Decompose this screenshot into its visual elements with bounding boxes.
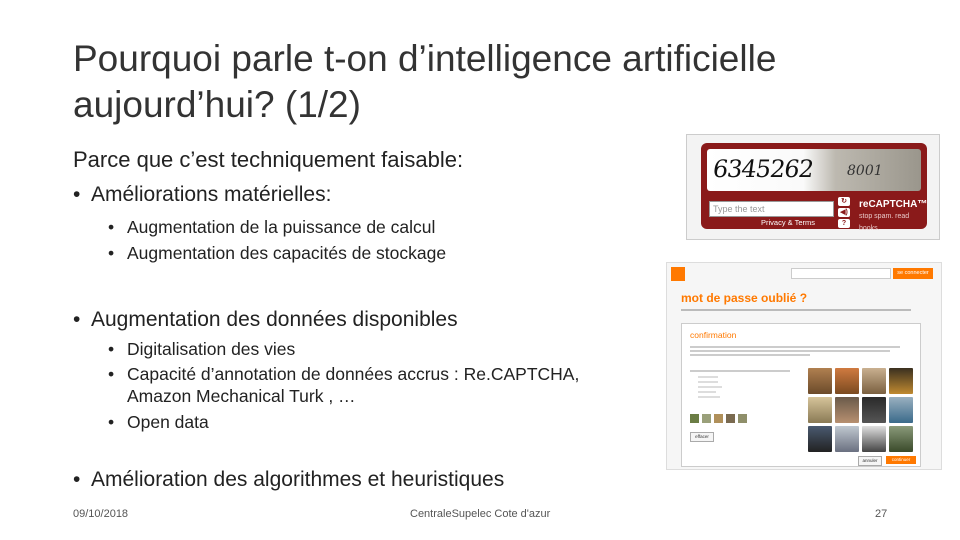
sub-bullet-text: Open data <box>127 412 209 432</box>
bullet-glyph: • <box>108 243 115 263</box>
recaptcha-tagline: stop spam. read books. <box>859 213 910 232</box>
animal-image <box>835 368 859 394</box>
animal-image <box>889 426 913 452</box>
thumb-1 <box>690 414 699 423</box>
bullet-text: Augmentation des données disponibles <box>91 308 458 331</box>
help-icon: ? <box>838 219 850 228</box>
bullet-glyph: • <box>108 412 115 432</box>
continuer-button: continuer <box>886 456 916 464</box>
animal-image <box>889 368 913 394</box>
confirmation-title: confirmation <box>690 330 737 340</box>
bullet-hardware <box>73 183 331 207</box>
bullet-glyph: • <box>73 308 81 331</box>
orange-page-intro <box>681 307 937 311</box>
captcha-input: Type the text <box>709 201 834 217</box>
animal-image <box>808 368 832 394</box>
thumb-5 <box>738 414 747 423</box>
bullet-text: Amélioration des algorithmes et heuristiques <box>91 468 505 491</box>
bullet-algorithms <box>73 468 504 492</box>
animal-image <box>835 426 859 452</box>
orange-logo <box>671 267 685 281</box>
refresh-icon: ↻ <box>838 197 850 206</box>
animal-image <box>835 397 859 423</box>
confirmation-text <box>690 344 910 358</box>
bullet-glyph: • <box>73 183 81 206</box>
recaptcha-brand: reCAPTCHA™ <box>859 199 928 210</box>
bullet-glyph: • <box>108 339 115 359</box>
sub-bullet-storage <box>108 242 446 264</box>
sub-bullet-text: Augmentation des capacités de stockage <box>127 243 447 263</box>
bullet-glyph: • <box>73 468 81 491</box>
animal-image <box>862 397 886 423</box>
sub-bullet-opendata <box>108 411 209 433</box>
sub-bullet-text: Capacité d’annotation de données accrus : Re.CAPTCHA, <box>127 364 580 384</box>
animal-image <box>862 426 886 452</box>
sub-bullet-text: Augmentation de la puissance de calcul <box>127 217 436 237</box>
animal-image <box>808 426 832 452</box>
orange-page-title: mot de passe oublié ? <box>681 291 808 305</box>
annuler-button: annuler <box>858 456 882 466</box>
footer-organization: CentraleSupelec Cote d'azur <box>410 508 551 520</box>
sub-bullet-annotation <box>108 363 579 407</box>
animal-image <box>889 397 913 423</box>
title-line-2: aujourd’hui? (1/2) <box>73 84 361 125</box>
animal-image <box>862 368 886 394</box>
recaptcha-frame <box>701 143 928 232</box>
slide-title <box>73 36 873 128</box>
bullet-text: Améliorations matérielles: <box>91 183 332 206</box>
recaptcha-screenshot <box>686 134 940 240</box>
thumb-2 <box>702 414 711 423</box>
animal-image-grid <box>808 368 916 460</box>
captcha-image <box>707 149 921 191</box>
orange-captcha-screenshot <box>666 262 942 470</box>
title-line-1: Pourquoi parle t-on d’intelligence artificielle <box>73 38 777 79</box>
selected-thumbnails <box>690 414 747 423</box>
confirmation-options <box>690 368 790 400</box>
audio-icon: ◀) <box>838 208 850 217</box>
recaptcha-logo <box>859 199 927 234</box>
orange-search-field <box>791 268 891 279</box>
animal-image <box>808 397 832 423</box>
captcha-word-1: 6345262 <box>711 155 815 183</box>
orange-connect-button: se connecter <box>893 268 933 279</box>
thumb-4 <box>726 414 735 423</box>
confirmation-card <box>681 323 921 467</box>
captcha-word-2: 8001 <box>847 163 883 179</box>
effacer-button: effacer <box>690 432 714 442</box>
bullet-data <box>73 308 458 332</box>
sub-bullet-compute <box>108 216 435 238</box>
slide-subtitle: Parce que c’est techniquement faisable: <box>73 147 464 172</box>
sub-bullet-continuation: Amazon Mechanical Turk , … <box>127 386 356 406</box>
sub-bullet-text: Digitalisation des vies <box>127 339 296 359</box>
sub-bullet-digital <box>108 338 295 360</box>
thumb-3 <box>714 414 723 423</box>
slide-number: 27 <box>875 508 888 520</box>
captcha-privacy-link: Privacy & Terms <box>761 218 816 227</box>
bullet-glyph: • <box>108 364 115 384</box>
captcha-controls <box>838 197 854 230</box>
footer-date: 09/10/2018 <box>73 508 129 520</box>
bullet-glyph: • <box>108 217 115 237</box>
